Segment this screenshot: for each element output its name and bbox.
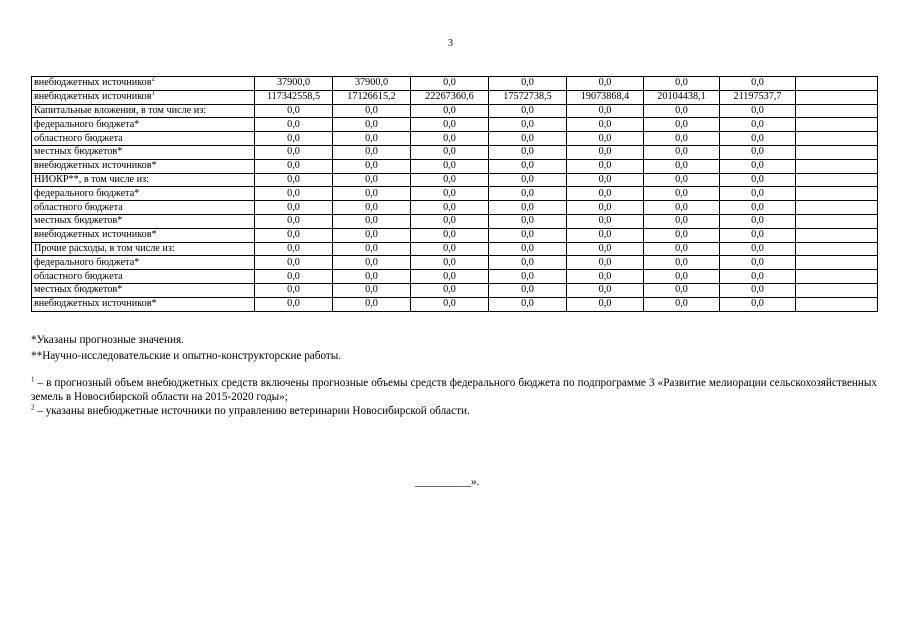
table-cell	[796, 104, 878, 118]
row-label	[32, 77, 255, 91]
row-label	[32, 104, 255, 118]
table-cell	[796, 283, 878, 297]
table-cell: 0,0	[567, 242, 644, 256]
table-cell: 0,0	[411, 118, 489, 132]
table-cell: 0,0	[567, 77, 644, 91]
row-label-text: внебюджетных источников*	[34, 229, 157, 241]
footnote-ref: 2	[151, 76, 156, 83]
table-cell: 0,0	[720, 173, 796, 187]
table-cell: 0,0	[255, 187, 333, 201]
table-cell: 0,0	[489, 118, 567, 132]
table-cell	[796, 256, 878, 270]
table-cell: 0,0	[644, 283, 720, 297]
table-cell: 37900,0	[333, 77, 411, 91]
table-cell: 0,0	[489, 283, 567, 297]
table-cell: 0,0	[567, 173, 644, 187]
row-label	[32, 118, 255, 132]
table-cell: 0,0	[489, 256, 567, 270]
row-label	[32, 214, 255, 228]
table-cell: 0,0	[411, 256, 489, 270]
table-cell: 0,0	[255, 132, 333, 146]
table-cell: 0,0	[333, 132, 411, 146]
table-cell: 0,0	[567, 214, 644, 228]
row-label	[32, 159, 255, 173]
table-cell: 0,0	[411, 159, 489, 173]
notes	[31, 332, 877, 364]
table-cell: 0,0	[644, 201, 720, 215]
table-cell: 0,0	[720, 132, 796, 146]
table-cell: 0,0	[567, 159, 644, 173]
table-cell	[796, 90, 878, 104]
table-cell: 19073868,4	[567, 90, 644, 104]
table-cell: 0,0	[720, 270, 796, 284]
table-cell: 0,0	[489, 187, 567, 201]
table-row	[32, 145, 878, 159]
row-label-text: НИОКР**, в том числе из:	[34, 173, 149, 185]
table-cell: 0,0	[255, 104, 333, 118]
table-cell: 0,0	[333, 145, 411, 159]
table-cell: 0,0	[489, 297, 567, 311]
row-label-text: местных бюджетов*	[34, 146, 123, 158]
table-cell	[796, 173, 878, 187]
table-cell: 0,0	[489, 201, 567, 215]
table-cell: 0,0	[567, 118, 644, 132]
table-cell: 0,0	[333, 187, 411, 201]
table-cell: 0,0	[255, 201, 333, 215]
table-cell: 0,0	[255, 118, 333, 132]
table-cell	[796, 297, 878, 311]
row-label-text: областного бюджета	[34, 270, 123, 282]
row-label-text: местных бюджетов*	[34, 215, 123, 227]
table-cell: 0,0	[720, 297, 796, 311]
table-cell: 0,0	[644, 118, 720, 132]
page-number: 3	[448, 38, 453, 49]
table-cell: 0,0	[489, 242, 567, 256]
table-cell: 0,0	[333, 297, 411, 311]
footnote-1-text: – в прогнозный объем внебюджетных средств включены прогнозные объемы средств федерального бюджета по подпрограмме 3 «Развитие мелиорации сельскохозяйственных земель в Новосибирской области на 2015-2020 годы»;	[31, 377, 877, 403]
table-cell: 0,0	[489, 77, 567, 91]
table-cell: 0,0	[255, 228, 333, 242]
row-label-text: федерального бюджета*	[34, 256, 140, 268]
table-cell: 22267360,6	[411, 90, 489, 104]
table-cell: 0,0	[489, 145, 567, 159]
table-cell: 0,0	[411, 132, 489, 146]
footnote-2-mark: 2	[31, 403, 35, 412]
note-niokr: **Научно-исследовательские и опытно-конструкторские работы.	[31, 350, 342, 362]
table-row	[32, 283, 878, 297]
row-label	[32, 90, 255, 104]
table-cell	[796, 132, 878, 146]
table-cell: 0,0	[333, 256, 411, 270]
table-cell	[796, 214, 878, 228]
table-cell: 0,0	[333, 173, 411, 187]
table-cell: 0,0	[567, 228, 644, 242]
table-cell: 0,0	[411, 145, 489, 159]
table-cell: 0,0	[644, 228, 720, 242]
table-cell: 0,0	[720, 77, 796, 91]
table-cell: 0,0	[489, 270, 567, 284]
table-row	[32, 297, 878, 311]
table-cell: 0,0	[411, 270, 489, 284]
row-label	[32, 283, 255, 297]
table-cell: 0,0	[489, 173, 567, 187]
row-label-text: областного бюджета	[34, 132, 123, 144]
table-cell: 0,0	[333, 201, 411, 215]
table-cell	[796, 77, 878, 91]
table-cell: 0,0	[567, 256, 644, 270]
table-cell: 0,0	[411, 201, 489, 215]
table-cell: 0,0	[411, 104, 489, 118]
table-cell	[796, 118, 878, 132]
footnote-2	[31, 404, 877, 418]
table-cell: 0,0	[644, 242, 720, 256]
table-cell: 0,0	[644, 256, 720, 270]
table-cell: 0,0	[411, 214, 489, 228]
table-cell: 0,0	[411, 297, 489, 311]
table-cell: 0,0	[720, 214, 796, 228]
table-cell: 0,0	[720, 228, 796, 242]
table-cell: 0,0	[720, 283, 796, 297]
table-row	[32, 77, 878, 91]
table-row	[32, 214, 878, 228]
footnote-ref: 1	[151, 90, 156, 97]
row-label	[32, 132, 255, 146]
table-row	[32, 270, 878, 284]
budget-table-body	[32, 77, 878, 312]
table-cell	[796, 159, 878, 173]
row-label-text: федерального бюджета*	[34, 118, 140, 130]
table-cell: 0,0	[333, 214, 411, 228]
table-cell: 21197537,7	[720, 90, 796, 104]
row-label	[32, 187, 255, 201]
table-cell: 0,0	[567, 297, 644, 311]
table-cell: 0,0	[644, 132, 720, 146]
table-cell: 0,0	[720, 187, 796, 201]
table-cell: 0,0	[333, 283, 411, 297]
table-cell: 0,0	[720, 256, 796, 270]
table-cell: 17572738,5	[489, 90, 567, 104]
table-row	[32, 256, 878, 270]
footnote-1	[31, 376, 877, 404]
table-cell: 0,0	[567, 270, 644, 284]
row-label-text: федерального бюджета*	[34, 187, 140, 199]
table-cell: 0,0	[255, 297, 333, 311]
row-label-text: Капитальные вложения, в том числе из:	[34, 104, 207, 116]
table-cell: 0,0	[644, 270, 720, 284]
table-row	[32, 118, 878, 132]
row-label	[32, 242, 255, 256]
row-label	[32, 173, 255, 187]
table-cell: 0,0	[255, 242, 333, 256]
table-cell: 0,0	[644, 159, 720, 173]
closing-mark: __________».	[415, 476, 480, 488]
table-cell: 0,0	[411, 173, 489, 187]
table-row	[32, 132, 878, 146]
row-label	[32, 201, 255, 215]
table-row	[32, 187, 878, 201]
footnote-2-text: – указаны внебюджетные источники по управлению ветеринарии Новосибирской области.	[34, 405, 470, 417]
row-label	[32, 270, 255, 284]
table-cell: 0,0	[333, 104, 411, 118]
note-forecast: *Указаны прогнозные значения.	[31, 334, 184, 346]
table-cell	[796, 201, 878, 215]
table-cell: 0,0	[644, 173, 720, 187]
table-cell: 0,0	[411, 187, 489, 201]
table-cell: 0,0	[567, 132, 644, 146]
table-cell: 0,0	[333, 118, 411, 132]
table-cell: 0,0	[255, 256, 333, 270]
table-cell: 0,0	[411, 242, 489, 256]
table-cell: 0,0	[489, 214, 567, 228]
table-cell: 0,0	[567, 201, 644, 215]
table-cell: 20104438,1	[644, 90, 720, 104]
table-cell: 0,0	[644, 145, 720, 159]
row-label	[32, 256, 255, 270]
table-row	[32, 228, 878, 242]
table-cell: 0,0	[644, 297, 720, 311]
footnote-1-mark: 1	[31, 375, 35, 384]
table-cell: 0,0	[411, 283, 489, 297]
table-row	[32, 242, 878, 256]
table-cell: 0,0	[644, 187, 720, 201]
table-cell: 0,0	[720, 104, 796, 118]
table-cell: 0,0	[255, 173, 333, 187]
table-cell: 0,0	[567, 104, 644, 118]
row-label-text: Прочие расходы, в том числе из:	[34, 242, 175, 254]
table-cell: 0,0	[489, 104, 567, 118]
table-cell: 0,0	[489, 159, 567, 173]
table-cell: 0,0	[333, 242, 411, 256]
row-label	[32, 145, 255, 159]
table-cell: 0,0	[567, 283, 644, 297]
table-cell: 17126615,2	[333, 90, 411, 104]
budget-table	[31, 76, 878, 312]
table-cell	[796, 270, 878, 284]
table-cell: 37900,0	[255, 77, 333, 91]
table-row	[32, 201, 878, 215]
table-cell: 0,0	[567, 187, 644, 201]
table-cell	[796, 242, 878, 256]
row-label-text: областного бюджета	[34, 201, 123, 213]
table-cell: 0,0	[567, 145, 644, 159]
table-cell: 0,0	[333, 270, 411, 284]
table-cell: 0,0	[489, 132, 567, 146]
table-cell: 0,0	[644, 77, 720, 91]
table-cell: 0,0	[333, 159, 411, 173]
row-label-text: внебюджетных источников*	[34, 160, 157, 172]
table-cell: 0,0	[720, 159, 796, 173]
table-cell: 0,0	[720, 118, 796, 132]
table-cell: 0,0	[720, 145, 796, 159]
table-cell	[796, 228, 878, 242]
table-cell: 0,0	[720, 242, 796, 256]
table-cell: 0,0	[720, 201, 796, 215]
table-row	[32, 173, 878, 187]
table-row	[32, 159, 878, 173]
table-cell: 0,0	[411, 77, 489, 91]
table-cell	[796, 187, 878, 201]
row-label	[32, 228, 255, 242]
table-cell	[796, 145, 878, 159]
table-cell: 0,0	[644, 104, 720, 118]
table-cell: 117342558,5	[255, 90, 333, 104]
table-row	[32, 104, 878, 118]
row-label	[32, 297, 255, 311]
table-cell: 0,0	[411, 228, 489, 242]
table-row	[32, 90, 878, 104]
row-label-text: внебюджетных источников	[34, 91, 152, 103]
table-cell: 0,0	[255, 159, 333, 173]
table-cell: 0,0	[255, 270, 333, 284]
row-label-text: внебюджетных источников*	[34, 298, 157, 310]
row-label-text: внебюджетных источников	[34, 77, 152, 89]
row-label-text: местных бюджетов*	[34, 284, 123, 296]
table-cell: 0,0	[489, 228, 567, 242]
table-cell: 0,0	[255, 283, 333, 297]
table-cell: 0,0	[255, 214, 333, 228]
footnotes	[31, 376, 877, 418]
table-cell: 0,0	[644, 214, 720, 228]
table-cell: 0,0	[255, 145, 333, 159]
table-cell: 0,0	[333, 228, 411, 242]
